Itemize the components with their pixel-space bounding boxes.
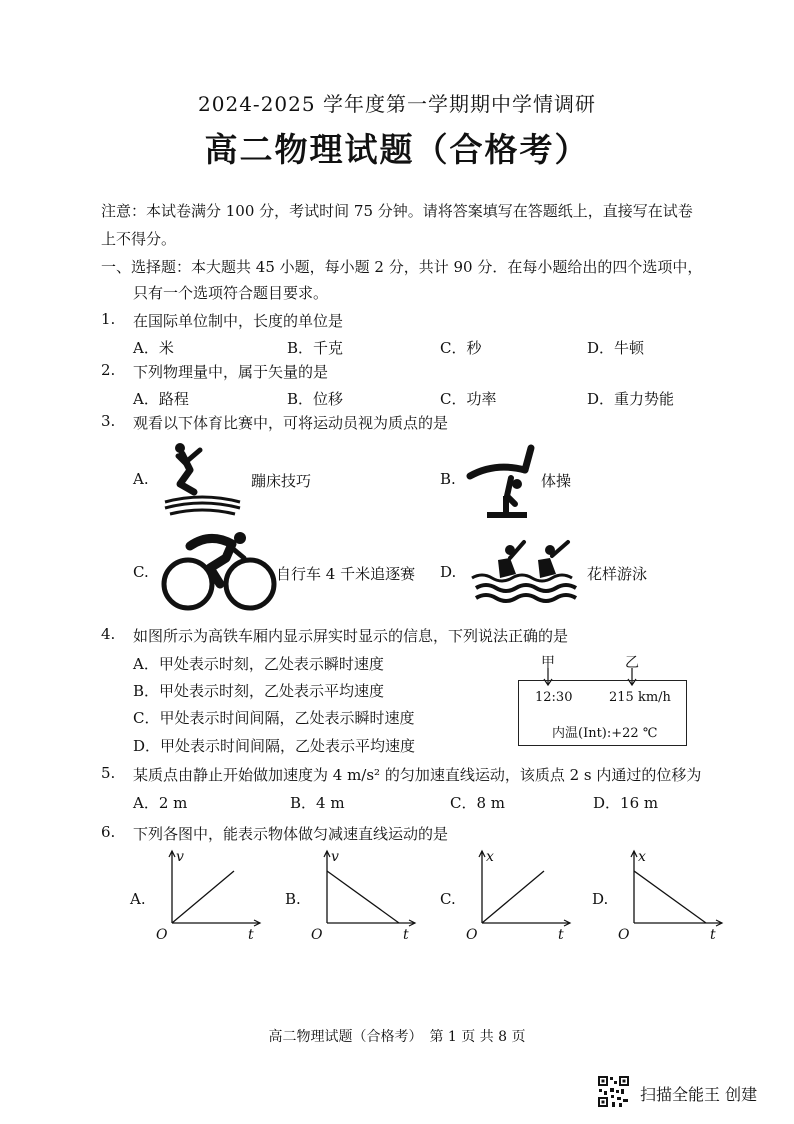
option-b-label: 体操: [541, 472, 572, 490]
x-axis-label: t: [558, 927, 564, 943]
graph-3: [462, 845, 572, 945]
gymnastics-icon: [465, 440, 545, 522]
origin-label: O: [311, 927, 323, 943]
y-axis-label: x: [486, 849, 494, 865]
graph-letter: A.: [130, 890, 146, 908]
option-a: A．甲处表示时刻，乙处表示瞬时速度: [133, 655, 384, 673]
option-d: D．16 m: [593, 794, 659, 812]
graph-2: [307, 845, 417, 945]
section-heading: 一、选择题：本大题共 45 小题，每小题 2 分，共计 90 分．在每小题给出的四个选项中，: [101, 258, 703, 276]
graph-line: [172, 871, 234, 923]
question-stem: 如图所示为高铁车厢内显示屏实时显示的信息，下列说法正确的是: [133, 627, 569, 645]
option-a: A．2 m: [133, 794, 188, 812]
exam-session-title: 2024-2025 学年度第一学期期中学情调研: [198, 92, 596, 116]
graph-letter: D.: [592, 890, 609, 908]
option-d: D．甲处表示时间间隔，乙处表示平均速度: [133, 737, 416, 755]
label-yi: 乙: [625, 655, 639, 671]
option-a-label: 蹦床技巧: [251, 472, 312, 490]
display-time: 12:30: [535, 690, 573, 705]
question-number: 5.: [101, 764, 116, 782]
scanner-watermark: 扫描全能王 创建: [640, 1085, 758, 1104]
question-number: 3.: [101, 412, 116, 430]
option-a: A．路程: [133, 390, 189, 408]
option-c: C．秒: [440, 339, 482, 357]
graph-letter: C.: [440, 890, 456, 908]
graph-line: [634, 871, 706, 923]
option-b: B．千克: [287, 339, 344, 357]
x-axis-label: t: [710, 927, 716, 943]
y-axis-label: v: [176, 849, 184, 865]
label-jia: 甲: [541, 655, 555, 671]
origin-label: O: [466, 927, 478, 943]
origin-label: O: [156, 927, 168, 943]
option-b-letter: B.: [440, 470, 456, 488]
option-c: C．功率: [440, 390, 497, 408]
option-b: B．4 m: [290, 794, 345, 812]
question-number: 2.: [101, 361, 116, 379]
question-stem: 某质点由静止开始做加速度为 4 m/s² 的匀加速直线运动，该质点 2 s 内通过的位移为: [133, 766, 702, 784]
notice-line-1: 注意：本试卷满分 100 分，考试时间 75 分钟。请将答案填写在答题纸上，直接写在试卷: [101, 202, 693, 220]
notice-line-2: 上不得分。: [101, 230, 177, 248]
section-instruction: 只有一个选项符合题目要求。: [133, 284, 329, 302]
question-number: 6.: [101, 823, 116, 841]
x-axis-label: t: [403, 927, 409, 943]
option-c: C．甲处表示时间间隔，乙处表示瞬时速度: [133, 709, 415, 727]
option-c-label: 自行车 4 千米追逐赛: [276, 565, 416, 583]
graph-1: [152, 845, 262, 945]
option-c: C．8 m: [450, 794, 506, 812]
x-axis-label: t: [248, 927, 254, 943]
y-axis-label: x: [638, 849, 646, 865]
graph-letter: B.: [285, 890, 301, 908]
graph-line: [327, 871, 399, 923]
option-b: B．甲处表示时刻，乙处表示平均速度: [133, 682, 385, 700]
graph-4: [614, 845, 724, 945]
question-stem: 下列物理量中，属于矢量的是: [133, 363, 329, 381]
option-d: D．重力势能: [587, 390, 675, 408]
question-stem: 下列各图中，能表示物体做匀减速直线运动的是: [133, 825, 449, 843]
synchronized-swimming-icon: [470, 538, 580, 608]
option-c-letter: C.: [133, 563, 149, 581]
option-d-letter: D.: [440, 563, 457, 581]
exam-title: 高二物理试题（合格考）: [204, 130, 590, 169]
qr-code-icon: [597, 1075, 630, 1108]
question-number: 1.: [101, 310, 116, 328]
option-b: B．位移: [287, 390, 344, 408]
graph-line: [482, 871, 544, 923]
option-a-letter: A.: [133, 470, 149, 488]
display-speed: 215 km/h: [609, 690, 671, 705]
display-temperature: 内温(Int):+22 ℃: [552, 726, 658, 741]
origin-label: O: [618, 927, 630, 943]
question-stem: 在国际单位制中，长度的单位是: [133, 312, 344, 330]
option-a: A．米: [133, 339, 174, 357]
cycling-icon: [160, 528, 278, 612]
option-d-label: 花样游泳: [587, 565, 648, 583]
question-number: 4.: [101, 625, 116, 643]
page-footer: 高二物理试题（合格考） 第 1 页 共 8 页: [268, 1029, 526, 1045]
question-stem: 观看以下体育比赛中，可将运动员视为质点的是: [133, 414, 449, 432]
trampoline-icon: [160, 440, 245, 520]
y-axis-label: v: [331, 849, 339, 865]
option-d: D．牛顿: [587, 339, 645, 357]
